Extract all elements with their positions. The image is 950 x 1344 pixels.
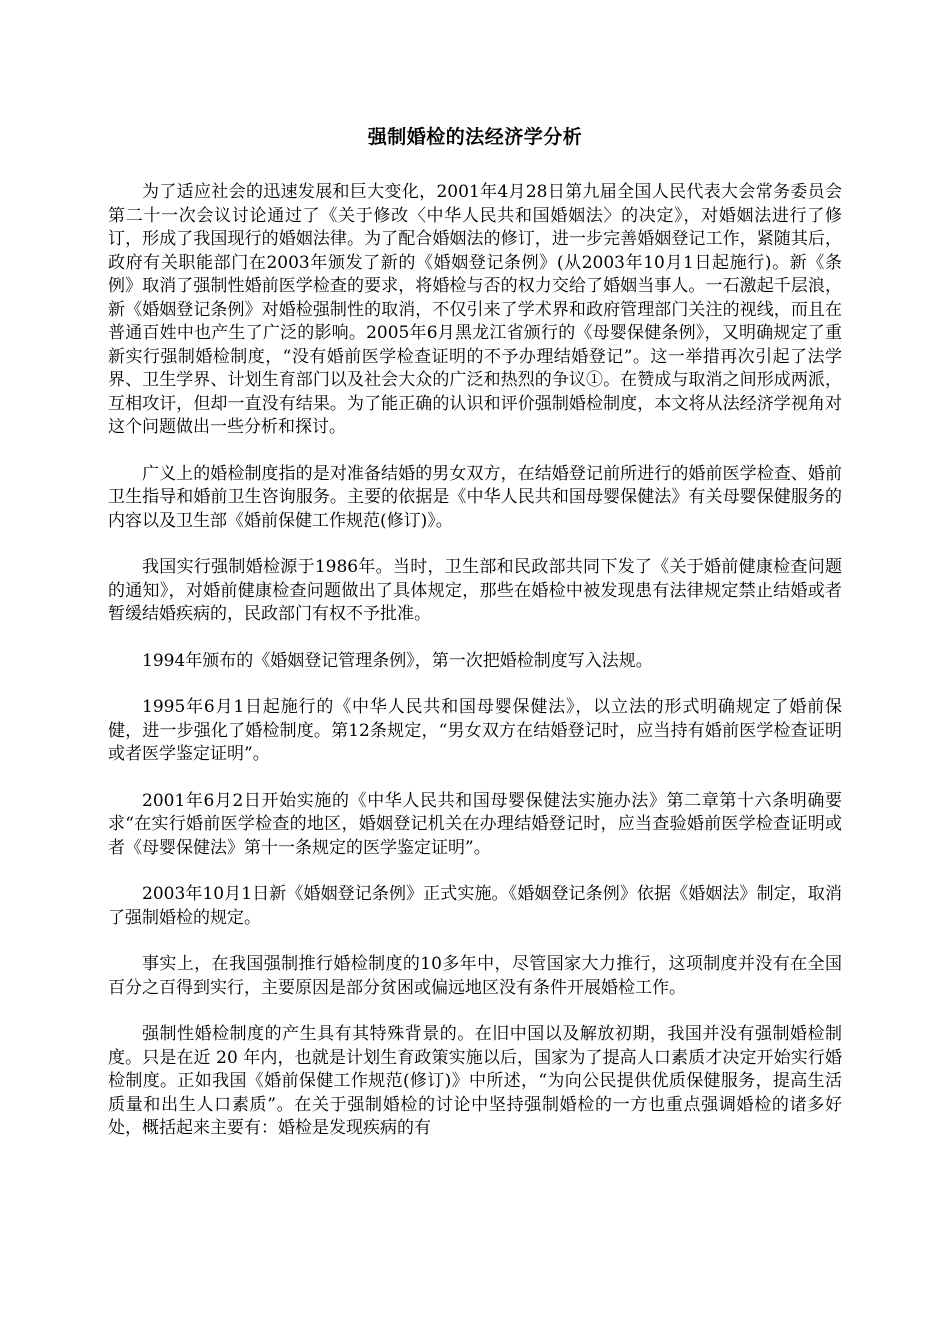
paragraph-4: 1994年颁布的《婚姻登记管理条例》，第一次把婚检制度写入法规。 <box>142 650 653 671</box>
document-title: 强制婚检的法经济学分析 <box>367 126 583 148</box>
paragraph-8: 事实上，在我国强制推行婚检制度的10多年中，尽管国家大力推行，这项制度并没有在全国百分之百得到实行，主要原因是部分贫困或偏远地区没有条件开展婚检工作。 <box>108 954 842 998</box>
paragraph-3: 我国实行强制婚检源于1986年。当时，卫生部和民政部共同下发了《关于婚前健康检查问题的通知》，对婚前健康检查问题做出了具体规定，那些在婚检中被发现患有法律规定禁止结婚或者暂缓结婚疾病的，民政部门有权不予批准。 <box>108 557 842 624</box>
paragraph-7: 2003年10月1日新《婚姻登记条例》正式实施。《婚姻登记条例》依据《婚姻法》制定，取消了强制婚检的规定。 <box>108 884 842 928</box>
paragraph-9: 强制性婚检制度的产生具有其特殊背景的。在旧中国以及解放初期，我国并没有强制婚检制度。只是在近 20 年内，也就是计划生育政策实施以后，国家为了提高人口素质才决定开始实行婚检制度。正如我国《婚前保健工作规范(修订)》中所述，“为向公民提供优质保健服务，提高生活质量和出生人口素质”。在关于强制婚检的讨论中坚持强制婚检的一方也重点强调婚检的诸多好处，概括起来主要有：婚检是发现疾病的有 <box>108 1024 842 1138</box>
paragraph-2: 广义上的婚检制度指的是对准备结婚的男女双方，在结婚登记前所进行的婚前医学检查、婚前卫生指导和婚前卫生咨询服务。主要的依据是《中华人民共和国母婴保健法》有关母婴保健服务的内容以及卫生部《婚前保健工作规范(修订)》。 <box>108 463 842 531</box>
paragraph-5: 1995年6月1日起施行的《中华人民共和国母婴保健法》，以立法的形式明确规定了婚前保健，进一步强化了婚检制度。第12条规定，“男女双方在结婚登记时，应当持有婚前医学检查证明或者医学鉴定证明”。 <box>108 697 842 764</box>
document-body <box>108 181 842 1164</box>
paragraph-6: 2001年6月2日开始实施的《中华人民共和国母婴保健法实施办法》第二章第十六条明确要求“在实行婚前医学检查的地区，婚姻登记机关在办理结婚登记时，应当查验婚前医学检查证明或者《母婴保健法》第十一条规定的医学鉴定证明”。 <box>108 790 842 858</box>
paragraph-1: 为了适应社会的迅速发展和巨大变化，2001年4月28日第九届全国人民代表大会常务委员会第二十一次会议讨论通过了《关于修改〈中华人民共和国婚姻法〉的决定》，对婚姻法进行了修订，形成了我国现行的婚姻法律。为了配合婚姻法的修订，进一步完善婚姻登记工作，紧随其后，政府有关职能部门在2003年颁发了新的《婚姻登记条例》(从2003年10月1日起施行)。新《条例》取消了强制性婚前医学检查的要求，将婚检与否的权力交给了婚姻当事人。一石激起千层浪，新《婚姻登记条例》对婚检强制性的取消，不仅引来了学术界和政府管理部门关注的视线，而且在普通百姓中也产生了广泛的影响。2005年6月黑龙江省颁行的《母婴保健条例》，又明确规定了重新实行强制婚检制度，“没有婚前医学检查证明的不予办理结婚登记”。这一举措再次引起了法学界、卫生学界、计划生育部门以及社会大众的广泛和热烈的争议①。在赞成与取消之间形成两派，互相攻讦，但却一直没有结果。为了能正确的认识和评价强制婚检制度，本文将从法经济学视角对这个问题做出一些分析和探讨。 <box>108 182 842 437</box>
